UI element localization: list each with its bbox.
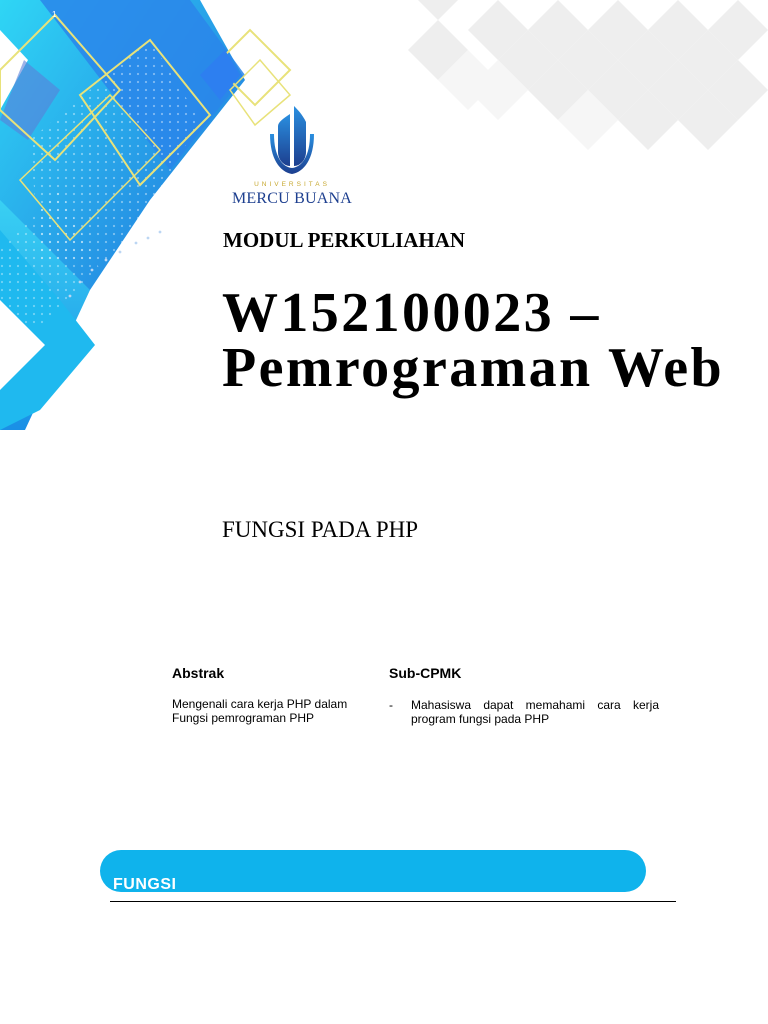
logo-subtitle: UNIVERSITAS <box>254 181 330 188</box>
mercu-buana-emblem-icon <box>266 104 318 176</box>
modul-label: MODUL PERKULIAHAN <box>223 228 466 252</box>
list-bullet: - <box>389 698 393 712</box>
section-heading-label: FUNGSI <box>113 876 177 890</box>
section-heading-banner <box>100 850 646 892</box>
subcpmk-list-item <box>389 698 659 726</box>
subcpmk-item-text: Mahasiswa dapat memahami cara kerja program fungsi pada PHP <box>411 698 659 726</box>
topic-title: FUNGSI PADA PHP <box>222 517 419 542</box>
decorative-gray-pattern <box>378 0 768 150</box>
section-divider <box>110 901 676 902</box>
abstrak-text: Mengenali cara kerja PHP dalam Fungsi pemrograman PHP <box>172 697 348 725</box>
page-number: 1 <box>52 10 57 19</box>
logo-name: MERCU BUANA <box>232 190 352 207</box>
university-logo <box>226 104 358 212</box>
abstrak-heading: Abstrak <box>172 665 225 681</box>
subcpmk-heading: Sub-CPMK <box>389 665 462 681</box>
course-title: W152100023 – Pemrograman Web <box>222 282 725 399</box>
